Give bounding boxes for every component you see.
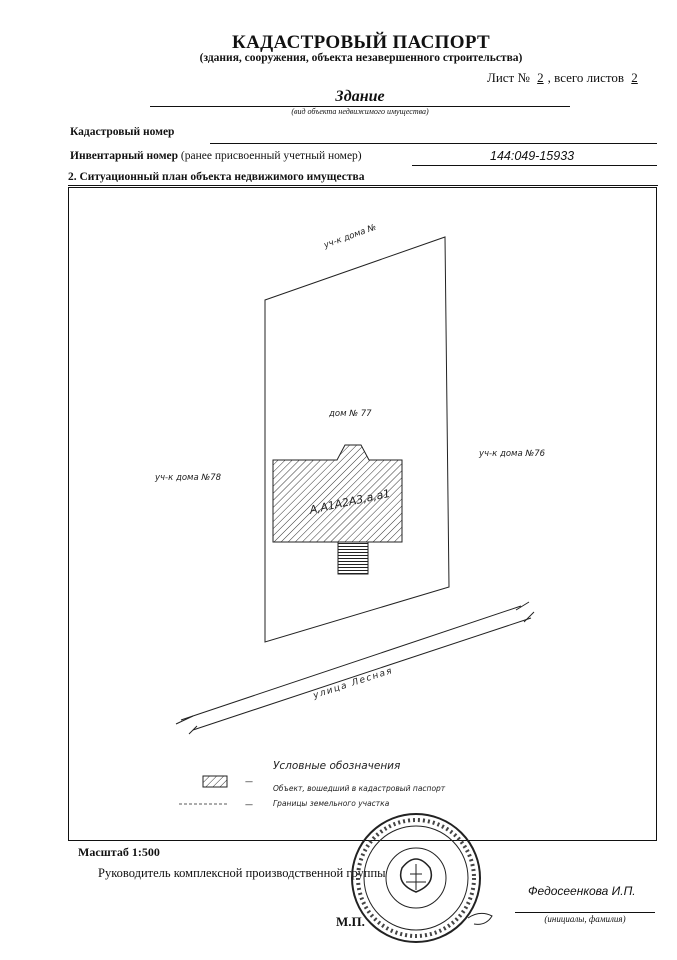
lot-left-label: уч-к дома №78 — [155, 473, 222, 483]
head-position: Руководитель комплексной производственной группы — [98, 866, 386, 880]
signer-line — [515, 912, 655, 913]
sheet-prefix: Лист № — [487, 70, 530, 85]
legend-object-dash: — — [245, 777, 253, 786]
lot-top-label: уч-к дома № — [322, 222, 378, 251]
inventory-number-value: 144:049-15933 — [490, 149, 575, 163]
document-subtitle: (здания, сооружения, объекта незавершенного строительства) — [199, 52, 523, 64]
cadastral-number-line — [210, 143, 657, 144]
street-lines — [176, 602, 534, 734]
document-title: КАДАСТРОВЫЙ ПАСПОРТ — [232, 32, 490, 53]
legend-title: Условные обозначения — [273, 760, 401, 772]
legend-object-swatch — [203, 776, 227, 787]
object-type-caption: (вид объекта недвижимого имущества) — [291, 107, 429, 116]
official-seal — [318, 808, 498, 958]
situation-plan — [69, 188, 658, 842]
sheet-info — [487, 70, 642, 86]
legend-boundary-dash: — — [245, 800, 253, 809]
signer-caption: (инициалы, фамилия) — [544, 914, 626, 924]
sheet-number: 2 — [537, 70, 544, 85]
legend-boundary-text: Границы земельного участка — [273, 799, 390, 808]
scale-label: Масштаб 1:500 — [78, 845, 160, 859]
building-label: А,А1А2А3,а,а1 — [308, 486, 392, 517]
inventory-number-line — [412, 165, 657, 166]
signer-name: Федосеенкова И.П. — [528, 884, 636, 898]
inventory-number-label: Инвентарный номер (ранее присвоенный учетный номер) — [70, 150, 362, 162]
seal-initials: М.П. — [336, 914, 365, 929]
legend-object-text: Объект, вошедший в кадастровый паспорт — [273, 784, 446, 793]
house-label: дом № 77 — [329, 409, 372, 419]
land-lot-boundary — [265, 237, 449, 642]
sheet-total-prefix: , всего листов — [547, 70, 625, 85]
building-porch — [338, 542, 368, 574]
object-type: Здание — [335, 88, 385, 105]
section-title-line — [68, 185, 658, 186]
cadastral-number-label: Кадастровый номер — [70, 126, 175, 138]
street-label: улица Лесная — [312, 665, 395, 702]
situation-plan-frame — [68, 187, 657, 841]
lot-right-label: уч-к дома №76 — [479, 449, 546, 459]
section-title: 2. Ситуационный план объекта недвижимого имущества — [68, 171, 365, 183]
sheet-total: 2 — [631, 70, 638, 85]
